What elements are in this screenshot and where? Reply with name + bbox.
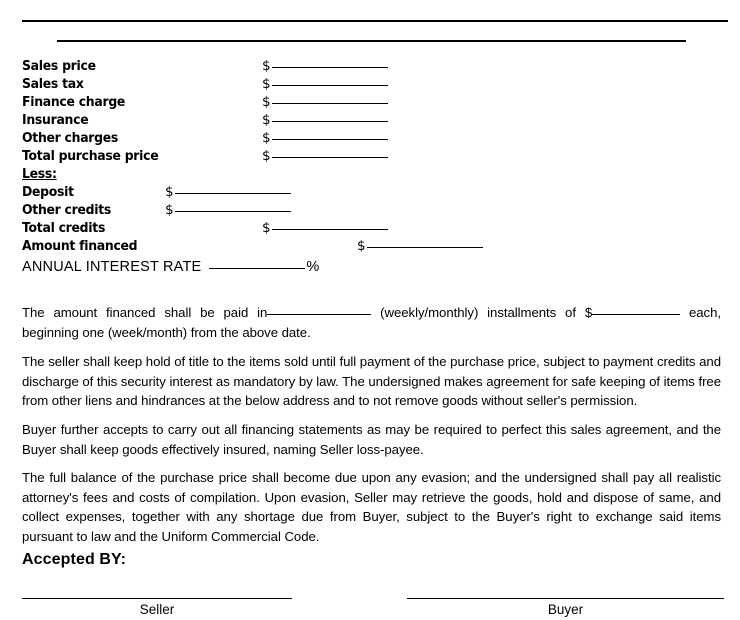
amount-item-label: Insurance [22, 112, 89, 128]
annual-interest-rate-input[interactable] [209, 268, 305, 269]
amount-item-row [0, 201, 740, 219]
currency-symbol: $ [262, 94, 271, 110]
paragraph-title-retention: The seller shall keep hold of title to the items sold until full payment of the purchase price, subject to payment credits and discharge of this security interest as mandatory by law. The undersigned makes agreement for safe keeping of items free from other liens and hindrances at the below address and to not remove goods without seller's permission. [22, 354, 721, 408]
currency-symbol: $ [262, 112, 271, 128]
paragraph-installments-text-c: each, beginning one (week/month) from the above date. [22, 305, 721, 340]
amount-item-label: Total credits [22, 220, 106, 236]
amount-item-input[interactable] [272, 67, 388, 68]
amount-item-value [262, 147, 388, 165]
amount-item-row [0, 165, 740, 183]
amount-item-input[interactable] [272, 85, 388, 86]
amount-items-table [0, 57, 740, 255]
accepted-by-heading: Accepted BY: [22, 551, 127, 568]
amount-item-value [262, 93, 388, 111]
amount-item-row [0, 93, 740, 111]
currency-symbol: $ [262, 148, 271, 164]
amount-item-label: Sales tax [22, 76, 84, 92]
amount-item-label: Less: [22, 166, 57, 182]
seller-signature-caption: Seller [139, 602, 175, 617]
amount-item-label: Sales price [22, 58, 96, 74]
buyer-signature-line[interactable] [407, 598, 724, 599]
installment-amount-input[interactable] [592, 314, 680, 315]
seller-signature-line[interactable] [22, 598, 292, 599]
currency-symbol: $ [165, 184, 174, 200]
amount-item-row [0, 237, 740, 255]
amount-item-value [262, 57, 388, 75]
amount-item-label: Total purchase price [22, 148, 159, 164]
annual-interest-rate-unit: % [306, 259, 320, 275]
amount-item-row [0, 75, 740, 93]
amount-item-input[interactable] [175, 193, 291, 194]
paragraph-default-remedies: The full balance of the purchase price shall become due upon any evasion; and the undersigned shall pay all realistic attorney's fees and costs of compilation. Upon evasion, Seller may retrieve the goods, hold and dispose of same, and collect expenses, together with any shortage due from Buyer, subject to the Buyer's right to exchange said items pursuant to law and the Uniform Commercial Code. [22, 470, 721, 544]
amount-item-value [165, 183, 291, 201]
amount-item-row [0, 57, 740, 75]
currency-symbol: $ [357, 238, 366, 254]
amount-item-value [262, 129, 388, 147]
amount-item-label: Other credits [22, 202, 112, 218]
amount-item-row [0, 111, 740, 129]
paragraph-installments [22, 303, 721, 342]
amount-item-input[interactable] [367, 247, 483, 248]
paragraph-installments-text-a: The amount financed shall be paid in [22, 305, 268, 320]
amount-item-label: Finance charge [22, 94, 126, 110]
currency-symbol: $ [262, 76, 271, 92]
amount-item-row [0, 183, 740, 201]
amount-item-label: Other charges [22, 130, 119, 146]
installment-count-input[interactable] [267, 314, 371, 315]
paragraph-financing-statements: Buyer further accepts to carry out all financing statements as may be required to perfect this sales agreement, and the Buyer shall keep goods effectively insured, naming Seller loss-payee. [22, 422, 721, 457]
amount-item-input[interactable] [272, 121, 388, 122]
header-blank-line-1[interactable] [22, 20, 728, 22]
amount-item-value [165, 201, 291, 219]
amount-item-input[interactable] [272, 103, 388, 104]
amount-item-label: Amount financed [22, 238, 138, 254]
currency-symbol: $ [262, 130, 271, 146]
amount-item-value [262, 219, 388, 237]
currency-symbol: $ [262, 220, 271, 236]
amount-item-input[interactable] [272, 157, 388, 158]
currency-symbol: $ [262, 58, 271, 74]
amount-item-value [357, 237, 483, 255]
amount-item-label: Deposit [22, 184, 74, 200]
annual-interest-rate-label: ANNUAL INTEREST RATE [22, 259, 202, 275]
amount-item-row [0, 147, 740, 165]
annual-interest-rate-row [22, 259, 319, 275]
amount-item-input[interactable] [272, 139, 388, 140]
amount-item-value [262, 111, 388, 129]
amount-item-input[interactable] [272, 229, 388, 230]
buyer-signature-caption: Buyer [547, 602, 584, 617]
amount-item-row [0, 129, 740, 147]
amount-item-value [262, 75, 388, 93]
header-blank-line-2[interactable] [57, 40, 686, 42]
paragraph-installments-text-b: (weekly/monthly) installments of $ [371, 305, 593, 320]
currency-symbol: $ [165, 202, 174, 218]
amount-item-row [0, 219, 740, 237]
amount-item-input[interactable] [175, 211, 291, 212]
